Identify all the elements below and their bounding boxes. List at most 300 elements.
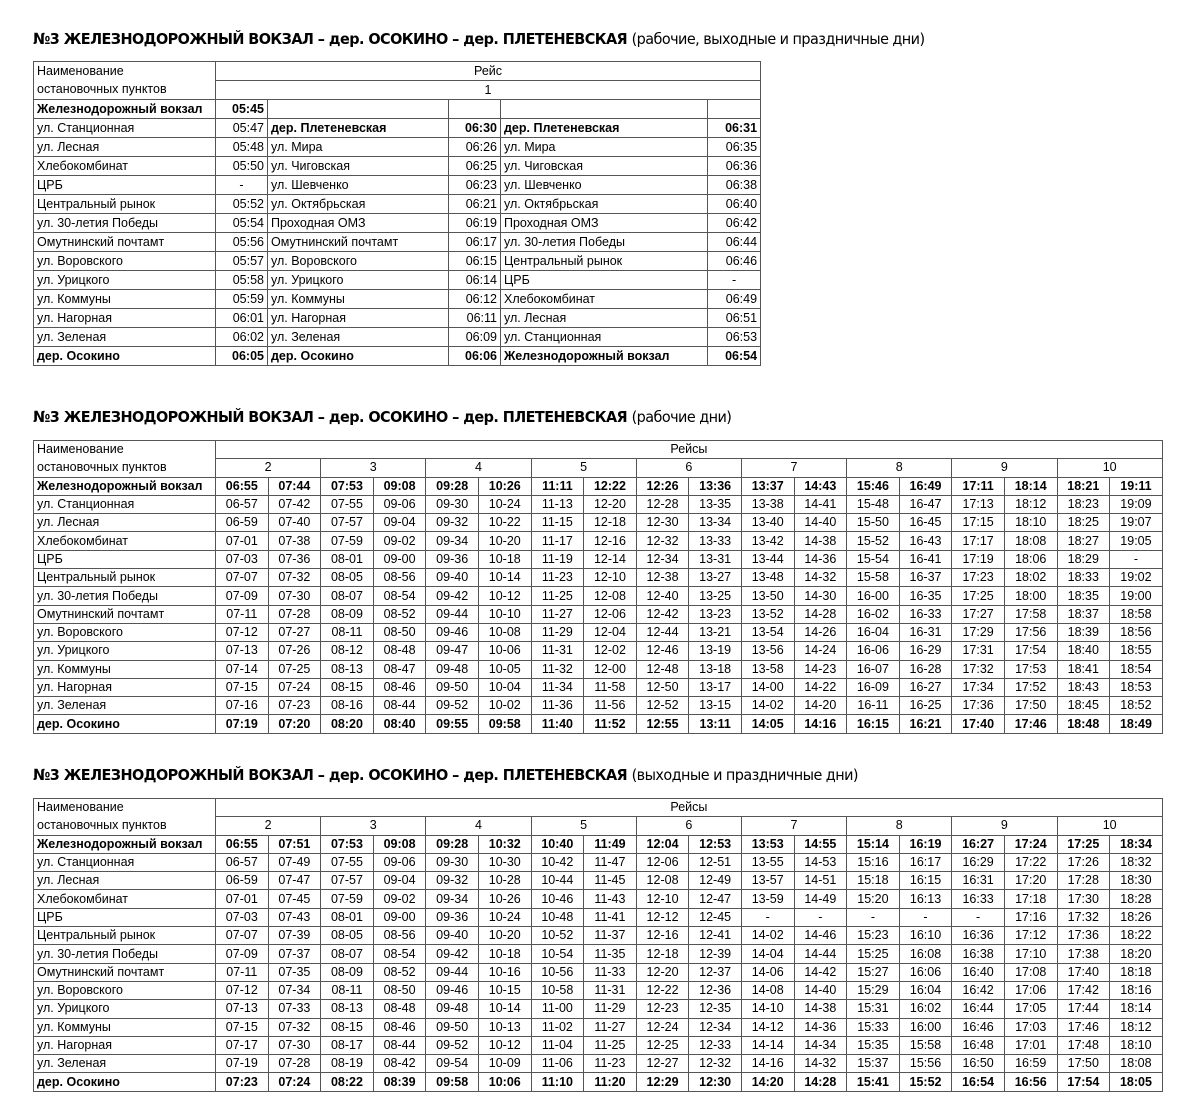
departure-time: 05:59 [216, 290, 268, 309]
departure-time: 11-04 [531, 1036, 584, 1054]
table-row [34, 981, 1163, 999]
departure-time: 18:22 [1110, 927, 1163, 945]
departure-time: 11:49 [584, 835, 637, 853]
departure-time: 13-52 [741, 605, 794, 623]
departure-time: 18:08 [1004, 532, 1057, 550]
departure-time: 14-51 [794, 872, 847, 890]
departure-time: 14:28 [794, 1073, 847, 1091]
departure-time: 08-13 [321, 660, 374, 678]
departure-time: 12:04 [636, 835, 689, 853]
route-name: №3 ЖЕЛЕЗНОДОРОЖНЫЙ ВОКЗАЛ – дер. ОСОКИНО – дер. ПЛЕТЕНЕВСКАЯ [33, 408, 628, 426]
departure-time: 17:53 [1004, 660, 1057, 678]
departure-time: 15:23 [847, 927, 900, 945]
stop-name: ул. Чиговская [268, 157, 449, 176]
departure-time: 11-35 [584, 945, 637, 963]
departure-time: 07-12 [216, 981, 269, 999]
departure-time: 16:19 [899, 835, 952, 853]
table-row [34, 252, 761, 271]
departure-time: 08-12 [321, 642, 374, 660]
stop-name: Хлебокомбинат [501, 290, 708, 309]
stop-name: Омутнинский почтамт [34, 605, 216, 623]
departure-time: 13-56 [741, 642, 794, 660]
timetable-all-days [33, 61, 761, 366]
departure-time: 12-41 [689, 927, 742, 945]
departure-time: 07-13 [216, 1000, 269, 1018]
departure-time: 09-46 [426, 981, 479, 999]
departure-time: 13-54 [741, 623, 794, 641]
departure-time: 08-19 [321, 1055, 374, 1073]
departure-time: 09-50 [426, 678, 479, 696]
table-row [34, 872, 1163, 890]
departure-time: 07-15 [216, 1018, 269, 1036]
header-stop-name: остановочных пунктов [34, 817, 216, 835]
departure-time: 17:50 [1057, 1055, 1110, 1073]
section-title-weekends [33, 766, 858, 784]
departure-time: 09:28 [426, 477, 479, 495]
departure-time: 11-25 [584, 1036, 637, 1054]
departure-time: 09-00 [373, 550, 426, 568]
departure-time: 14-02 [741, 697, 794, 715]
departure-time: 17:50 [1004, 697, 1057, 715]
departure-time: 08-15 [321, 1018, 374, 1036]
stop-name: ул. Коммуны [34, 1018, 216, 1036]
departure-time: - [216, 176, 268, 195]
departure-time: 14:05 [741, 715, 794, 733]
departure-time: 13-27 [689, 569, 742, 587]
stop-name: Омутнинский почтамт [34, 963, 216, 981]
table-row [34, 532, 1163, 550]
departure-time: 18:35 [1057, 587, 1110, 605]
departure-time: 11:52 [584, 715, 637, 733]
trip-number: 3 [321, 817, 426, 835]
departure-time: 17:11 [952, 477, 1005, 495]
departure-time: 06:36 [708, 157, 761, 176]
departure-time: 16:02 [899, 1000, 952, 1018]
departure-time: 14-32 [794, 1055, 847, 1073]
departure-time: 11-06 [531, 1055, 584, 1073]
stop-name: ул. Коммуны [34, 290, 216, 309]
departure-time: 16-37 [899, 569, 952, 587]
departure-time: 10-10 [478, 605, 531, 623]
departure-time: 09-52 [426, 1036, 479, 1054]
departure-time: 11-43 [584, 890, 637, 908]
stop-name: дер. Плетеневская [268, 119, 449, 138]
trip-number: 9 [952, 817, 1057, 835]
departure-time: 16:46 [952, 1018, 1005, 1036]
header-stop-name: остановочных пунктов [34, 459, 216, 477]
departure-time: 16:40 [952, 963, 1005, 981]
departure-time: 06:49 [708, 290, 761, 309]
departure-time: 06:21 [449, 195, 501, 214]
departure-time: 07-57 [321, 872, 374, 890]
schedule-days: (рабочие, выходные и праздничные дни) [631, 30, 925, 48]
departure-time: 12-00 [584, 660, 637, 678]
departure-time: 17:15 [952, 514, 1005, 532]
departure-time: 17:34 [952, 678, 1005, 696]
stop-name: дер. Осокино [268, 347, 449, 366]
table-row [34, 587, 1163, 605]
table-row [34, 697, 1163, 715]
departure-time: 09-06 [373, 495, 426, 513]
departure-time: 17:20 [1004, 872, 1057, 890]
departure-time: 09:58 [426, 1073, 479, 1091]
departure-time: 18:08 [1110, 1055, 1163, 1073]
stop-name: ЦРБ [501, 271, 708, 290]
departure-time: 12-18 [584, 514, 637, 532]
departure-time: 13-55 [741, 853, 794, 871]
departure-time: 12-44 [636, 623, 689, 641]
stop-name: ул. Зеленая [34, 1055, 216, 1073]
table-row [34, 195, 761, 214]
departure-time: 12-50 [636, 678, 689, 696]
departure-time: 07-34 [268, 981, 321, 999]
departure-time: 16-45 [899, 514, 952, 532]
departure-time: 12-16 [636, 927, 689, 945]
departure-time: 16:06 [899, 963, 952, 981]
departure-time: 17:40 [952, 715, 1005, 733]
departure-time: 12-18 [636, 945, 689, 963]
stop-name: Железнодорожный вокзал [501, 347, 708, 366]
departure-time: 09-47 [426, 642, 479, 660]
departure-time: 18:58 [1110, 605, 1163, 623]
departure-time: - [708, 271, 761, 290]
departure-time: 11-02 [531, 1018, 584, 1036]
departure-time: 08:22 [321, 1073, 374, 1091]
trip-number: 10 [1057, 817, 1162, 835]
departure-time: 08-48 [373, 1000, 426, 1018]
departure-time: 07-19 [216, 1055, 269, 1073]
departure-time: 11-27 [531, 605, 584, 623]
departure-time: 09-06 [373, 853, 426, 871]
departure-time: 15:16 [847, 853, 900, 871]
departure-time: 07-11 [216, 963, 269, 981]
departure-time: 11-37 [584, 927, 637, 945]
departure-time: 17:40 [1057, 963, 1110, 981]
departure-time: 12-39 [689, 945, 742, 963]
departure-time: 07-30 [268, 587, 321, 605]
departure-time: 08-09 [321, 605, 374, 623]
departure-time: 05:50 [216, 157, 268, 176]
departure-time: 14-40 [794, 514, 847, 532]
departure-time: 14-41 [794, 495, 847, 513]
table-row [34, 119, 761, 138]
departure-time: 10-18 [478, 945, 531, 963]
departure-time: 17:16 [1004, 908, 1057, 926]
departure-time: 14-04 [741, 945, 794, 963]
departure-time: 12:22 [584, 477, 637, 495]
table-row [34, 1073, 1163, 1091]
departure-time: 16:31 [952, 872, 1005, 890]
departure-time: 12-28 [636, 495, 689, 513]
departure-time: 09-34 [426, 890, 479, 908]
departure-time: 18:27 [1057, 532, 1110, 550]
departure-time: 07-57 [321, 514, 374, 532]
stop-name: ЦРБ [34, 908, 216, 926]
departure-time: 15-50 [847, 514, 900, 532]
departure-time: 17:05 [1004, 1000, 1057, 1018]
departure-time: 10-48 [531, 908, 584, 926]
departure-time: 16-29 [899, 642, 952, 660]
trip-number: 2 [216, 459, 321, 477]
route-name: №3 ЖЕЛЕЗНОДОРОЖНЫЙ ВОКЗАЛ – дер. ОСОКИНО – дер. ПЛЕТЕНЕВСКАЯ [33, 766, 628, 784]
departure-time: 11:10 [531, 1073, 584, 1091]
departure-time: 16:10 [899, 927, 952, 945]
departure-time: 15:18 [847, 872, 900, 890]
departure-time: 10:26 [478, 477, 531, 495]
departure-time: 11-25 [531, 587, 584, 605]
departure-time: 18:21 [1057, 477, 1110, 495]
departure-time: 15:33 [847, 1018, 900, 1036]
route-name: №3 ЖЕЛЕЗНОДОРОЖНЫЙ ВОКЗАЛ – дер. ОСОКИНО – дер. ПЛЕТЕНЕВСКАЯ [33, 30, 628, 48]
departure-time: 06:06 [449, 347, 501, 366]
departure-time: 07-13 [216, 642, 269, 660]
departure-time: 11-47 [584, 853, 637, 871]
departure-time: 09-02 [373, 532, 426, 550]
table-row [34, 890, 1163, 908]
table-row [34, 495, 1163, 513]
departure-time: 12-51 [689, 853, 742, 871]
departure-time: 10-02 [478, 697, 531, 715]
departure-time: 10-18 [478, 550, 531, 568]
departure-time: 07-40 [268, 514, 321, 532]
departure-time: 16:17 [899, 853, 952, 871]
departure-time: 15:58 [899, 1036, 952, 1054]
departure-time: 17:29 [952, 623, 1005, 641]
departure-time: 09-40 [426, 569, 479, 587]
departure-time: 12-34 [636, 550, 689, 568]
trip-number: 7 [741, 817, 846, 835]
departure-time: 05:54 [216, 214, 268, 233]
departure-time: - [741, 908, 794, 926]
departure-time: 12-36 [689, 981, 742, 999]
departure-time: 14-02 [741, 927, 794, 945]
departure-time: 18:25 [1057, 514, 1110, 532]
departure-time: 08-05 [321, 927, 374, 945]
departure-time: 17:13 [952, 495, 1005, 513]
departure-time: 09-32 [426, 872, 479, 890]
departure-time: 18:32 [1110, 853, 1163, 871]
trip-number: 6 [636, 817, 741, 835]
departure-time: 14-38 [794, 532, 847, 550]
departure-time: 17:36 [952, 697, 1005, 715]
departure-time: 10-58 [531, 981, 584, 999]
departure-time: 12-30 [636, 514, 689, 532]
departure-time: 12-45 [689, 908, 742, 926]
departure-time: 07-25 [268, 660, 321, 678]
table-row [34, 233, 761, 252]
trip-number: 1 [216, 81, 761, 100]
departure-time: 07-33 [268, 1000, 321, 1018]
departure-time: 07-01 [216, 890, 269, 908]
departure-time: 13-50 [741, 587, 794, 605]
departure-time: 08:40 [373, 715, 426, 733]
departure-time: 17:54 [1004, 642, 1057, 660]
departure-time: 08-11 [321, 623, 374, 641]
table-row [34, 715, 1163, 733]
departure-time: 19:11 [1110, 477, 1163, 495]
departure-time: 07-38 [268, 532, 321, 550]
stop-name: ул. Мира [501, 138, 708, 157]
departure-time: 10-09 [478, 1055, 531, 1073]
departure-time: 14:20 [741, 1073, 794, 1091]
departure-time: 12-10 [636, 890, 689, 908]
departure-time: 18:48 [1057, 715, 1110, 733]
departure-time: 09-50 [426, 1018, 479, 1036]
departure-time: 15:41 [847, 1073, 900, 1091]
departure-time: 06:09 [449, 328, 501, 347]
departure-time: 06:19 [449, 214, 501, 233]
departure-time: - [794, 908, 847, 926]
departure-time: 12-32 [636, 532, 689, 550]
departure-time: 06:40 [708, 195, 761, 214]
departure-time: 11-45 [584, 872, 637, 890]
departure-time: 16:54 [952, 1073, 1005, 1091]
stop-name: ул. Лесная [34, 514, 216, 532]
departure-time: 18:23 [1057, 495, 1110, 513]
departure-time: 17:54 [1057, 1073, 1110, 1091]
stop-name: Центральный рынок [501, 252, 708, 271]
departure-time: 13-35 [689, 495, 742, 513]
table-row [34, 853, 1163, 871]
departure-time: 12-14 [584, 550, 637, 568]
departure-time: 07:51 [268, 835, 321, 853]
departure-time: 16-41 [899, 550, 952, 568]
departure-time: 07-55 [321, 853, 374, 871]
departure-time [708, 100, 761, 119]
departure-time: 07-07 [216, 569, 269, 587]
departure-time: 10-52 [531, 927, 584, 945]
departure-time: 14-46 [794, 927, 847, 945]
departure-time: 10:06 [478, 1073, 531, 1091]
stop-name: Центральный рынок [34, 927, 216, 945]
departure-time: 17:12 [1004, 927, 1057, 945]
trip-number: 2 [216, 817, 321, 835]
departure-time: 14-00 [741, 678, 794, 696]
departure-time: 12:29 [636, 1073, 689, 1091]
schedule-days: (выходные и праздничные дни) [631, 766, 858, 784]
departure-time: 06:46 [708, 252, 761, 271]
departure-time: 16-43 [899, 532, 952, 550]
departure-time: 14-12 [741, 1018, 794, 1036]
departure-time: 14-53 [794, 853, 847, 871]
departure-time: 10-20 [478, 532, 531, 550]
departure-time: 13-42 [741, 532, 794, 550]
departure-time: 16:27 [952, 835, 1005, 853]
departure-time: 07:23 [216, 1073, 269, 1091]
departure-time: 11-23 [531, 569, 584, 587]
departure-time: 09-36 [426, 550, 479, 568]
table-row [34, 927, 1163, 945]
departure-time: 17:06 [1004, 981, 1057, 999]
departure-time: 07-37 [268, 945, 321, 963]
departure-time: 16:38 [952, 945, 1005, 963]
stop-name: ул. Зеленая [34, 328, 216, 347]
table-row [34, 157, 761, 176]
departure-time: 06-59 [216, 872, 269, 890]
departure-time: 11:11 [531, 477, 584, 495]
departure-time: 11:40 [531, 715, 584, 733]
departure-time: 06:15 [449, 252, 501, 271]
stop-name: ул. Станционная [501, 328, 708, 347]
trip-number: 10 [1057, 459, 1162, 477]
departure-time: 08-07 [321, 945, 374, 963]
stop-name: Железнодорожный вокзал [34, 835, 216, 853]
departure-time: 11:20 [584, 1073, 637, 1091]
departure-time: 11-58 [584, 678, 637, 696]
departure-time: 16:50 [952, 1055, 1005, 1073]
departure-time: 14:55 [794, 835, 847, 853]
departure-time: 16-09 [847, 678, 900, 696]
departure-time: 18:26 [1110, 908, 1163, 926]
departure-time: 10-24 [478, 495, 531, 513]
departure-time: 18:10 [1110, 1036, 1163, 1054]
departure-time: 18:40 [1057, 642, 1110, 660]
departure-time: 10-14 [478, 1000, 531, 1018]
departure-time: 07-47 [268, 872, 321, 890]
departure-time: 08-50 [373, 981, 426, 999]
departure-time: 09-46 [426, 623, 479, 641]
departure-time: 08-56 [373, 927, 426, 945]
departure-time: 12-37 [689, 963, 742, 981]
departure-time: 18:55 [1110, 642, 1163, 660]
trip-number: 5 [531, 459, 636, 477]
departure-time: 07:53 [321, 835, 374, 853]
departure-time: 13-33 [689, 532, 742, 550]
departure-time: 07-17 [216, 1036, 269, 1054]
departure-time: 16:08 [899, 945, 952, 963]
departure-time: 13-34 [689, 514, 742, 532]
table-row [34, 569, 1163, 587]
table-row [34, 660, 1163, 678]
departure-time: 12-52 [636, 697, 689, 715]
departure-time: 11-34 [531, 678, 584, 696]
departure-time: 13-19 [689, 642, 742, 660]
departure-time: 13:36 [689, 477, 742, 495]
departure-time: 08-54 [373, 587, 426, 605]
departure-time: 14-14 [741, 1036, 794, 1054]
departure-time: 06:02 [216, 328, 268, 347]
departure-time: 10-14 [478, 569, 531, 587]
departure-time: 16:15 [847, 715, 900, 733]
table-row [34, 963, 1163, 981]
departure-time: 05:45 [216, 100, 268, 119]
departure-time: 14-30 [794, 587, 847, 605]
departure-time: 09:08 [373, 835, 426, 853]
departure-time: 08-52 [373, 605, 426, 623]
departure-time: 16-04 [847, 623, 900, 641]
departure-time: 18:16 [1110, 981, 1163, 999]
departure-time: 06:55 [216, 477, 269, 495]
departure-time: 11-32 [531, 660, 584, 678]
departure-time: 14-38 [794, 1000, 847, 1018]
table-row [34, 214, 761, 233]
departure-time: 07-59 [321, 890, 374, 908]
departure-time: 18:41 [1057, 660, 1110, 678]
departure-time: 15-48 [847, 495, 900, 513]
departure-time: 12:26 [636, 477, 689, 495]
departure-time: 18:49 [1110, 715, 1163, 733]
departure-time: 12-04 [584, 623, 637, 641]
stop-name: ул. Урицкого [34, 642, 216, 660]
departure-time: 16-33 [899, 605, 952, 623]
departure-time: 17:56 [1004, 623, 1057, 641]
departure-time: 17:24 [1004, 835, 1057, 853]
table-row [34, 347, 761, 366]
departure-time: 12-25 [636, 1036, 689, 1054]
departure-time: 17:23 [952, 569, 1005, 587]
departure-time: 16:15 [899, 872, 952, 890]
stop-name: Проходная ОМЗ [268, 214, 449, 233]
